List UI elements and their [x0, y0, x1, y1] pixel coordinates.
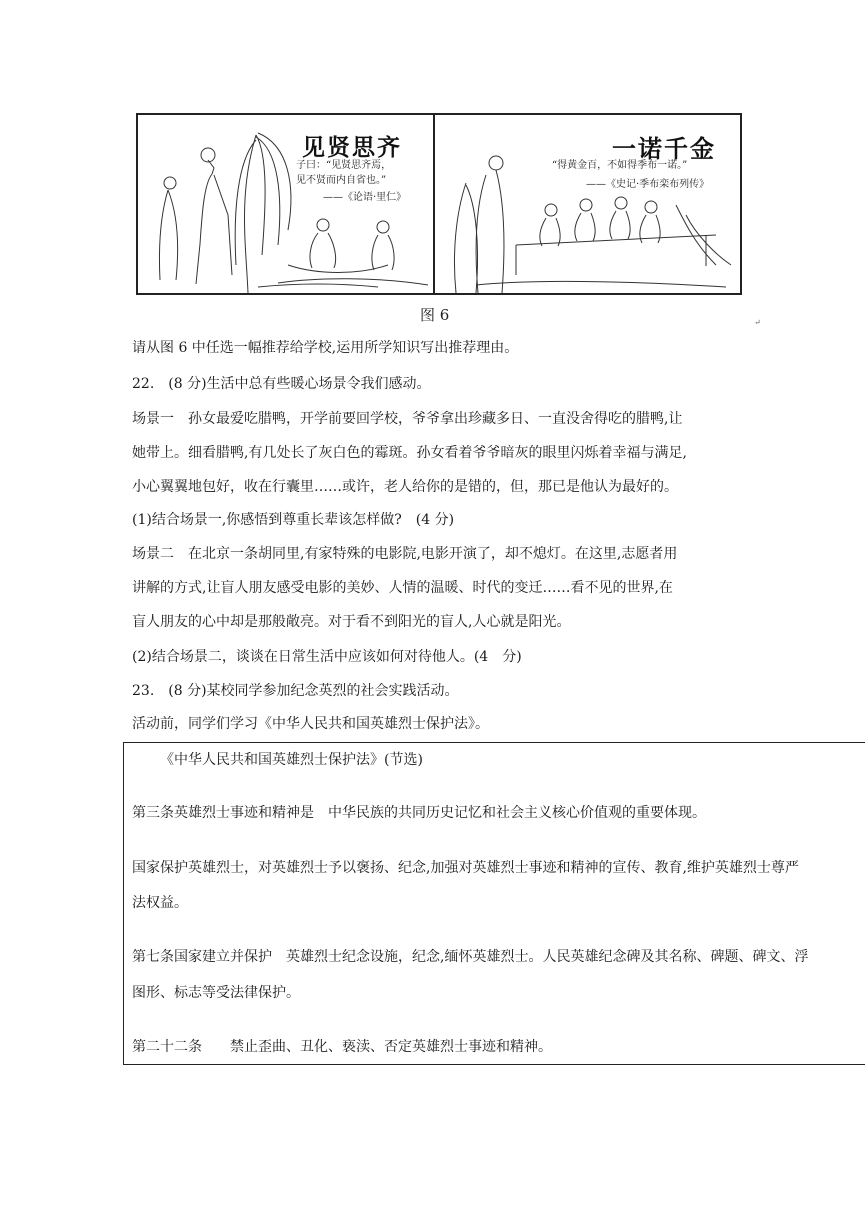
article-7-line1: 第七条国家建立并保护 英雄烈士纪念设施，纪念,缅怀英雄烈士。人民英雄纪念碑及其名称、碑题、碑文、浮 — [132, 949, 809, 965]
article-22-line: 第二十二条 禁止歪曲、丑化、亵渎、否定英雄烈士事迹和精神。 — [132, 1039, 552, 1055]
question-22-heading: 22. (8 分)生活中总有些暖心场景令我们感动。 — [132, 376, 431, 392]
law-excerpt-box — [123, 742, 865, 1065]
left-panel-title: 见贤思齐 — [302, 134, 402, 161]
activity-intro: 活动前，同学们学习《中华人民共和国英雄烈士保护法》。 — [132, 716, 489, 732]
panel-divider — [433, 113, 435, 295]
scene-two-line2: 讲解的方式,让盲人朋友感受电影的美妙、人情的温暖、时代的变迁……看不见的世界,在 — [132, 580, 673, 596]
left-panel-quote-line2: 见不贤而内自省也。” — [296, 175, 387, 186]
law-box-title: 《中华人民共和国英雄烈士保护法》(节选) — [160, 752, 423, 768]
instruction-line: 请从图 6 中任选一幅推荐给学校,运用所学知识写出推荐理由。 — [132, 340, 519, 356]
figure-caption: 图 6 — [420, 306, 450, 324]
scene-one-line2: 她带上。细看腊鸭,有几处长了灰白色的霉斑。孙女看着爷爷暗灰的眼里闪烁着幸福与满足, — [132, 445, 687, 461]
scene-one-line3: 小心翼翼地包好，收在行囊里……或许，老人给你的是错的，但，那已是他认为最好的。 — [132, 479, 678, 495]
question-23-heading: 23. (8 分)某校同学参加纪念英烈的社会实践活动。 — [132, 683, 459, 699]
scene-two-line3: 盲人朋友的心中却是那般敞亮。对于看不到阳光的盲人,人心就是阳光。 — [132, 614, 571, 630]
scene-two-line1: 场景二 在北京一条胡同里,有家特殊的电影院,电影开演了，却不熄灯。在这里,志愿者用 — [132, 546, 678, 562]
protection-line1: 国家保护英雄烈士，对英雄烈士予以褒扬、纪念,加强对英雄烈士事迹和精神的宣传、教育,维护英雄烈士尊严 — [132, 860, 799, 876]
right-panel-title: 一诺千金 — [612, 134, 716, 163]
scene-one-line1: 场景一 孙女最爱吃腊鸭，开学前要回学校，爷爷拿出珍藏多日、一直没舍得吃的腊鸭,让 — [132, 411, 683, 427]
right-panel-source: ——《史记·季布栾布列传》 — [586, 179, 710, 190]
return-mark-icon: ↵ — [754, 318, 761, 327]
left-panel-quote-line1: 子曰：“见贤思齐焉， — [296, 160, 392, 171]
right-panel-quote: “得黄金百，不如得季布一诺。” — [552, 160, 688, 171]
question-22-part2: (2)结合场景二，谈谈在日常生活中应该如何对待他人。(4 分) — [132, 649, 522, 665]
article-7-line2: 图形、标志等受法律保护。 — [132, 985, 300, 1001]
figure-6 — [136, 113, 742, 295]
question-22-part1: (1)结合场景一,你感悟到尊重长辈该怎样做? (4 分) — [132, 512, 455, 528]
article-3-line: 第三条英雄烈士事迹和精神是 中华民族的共同历史记忆和社会主义核心价值观的重要体现。 — [132, 805, 706, 821]
left-panel-source: ——《论语·里仁》 — [323, 192, 407, 203]
protection-line2: 法权益。 — [132, 895, 188, 911]
